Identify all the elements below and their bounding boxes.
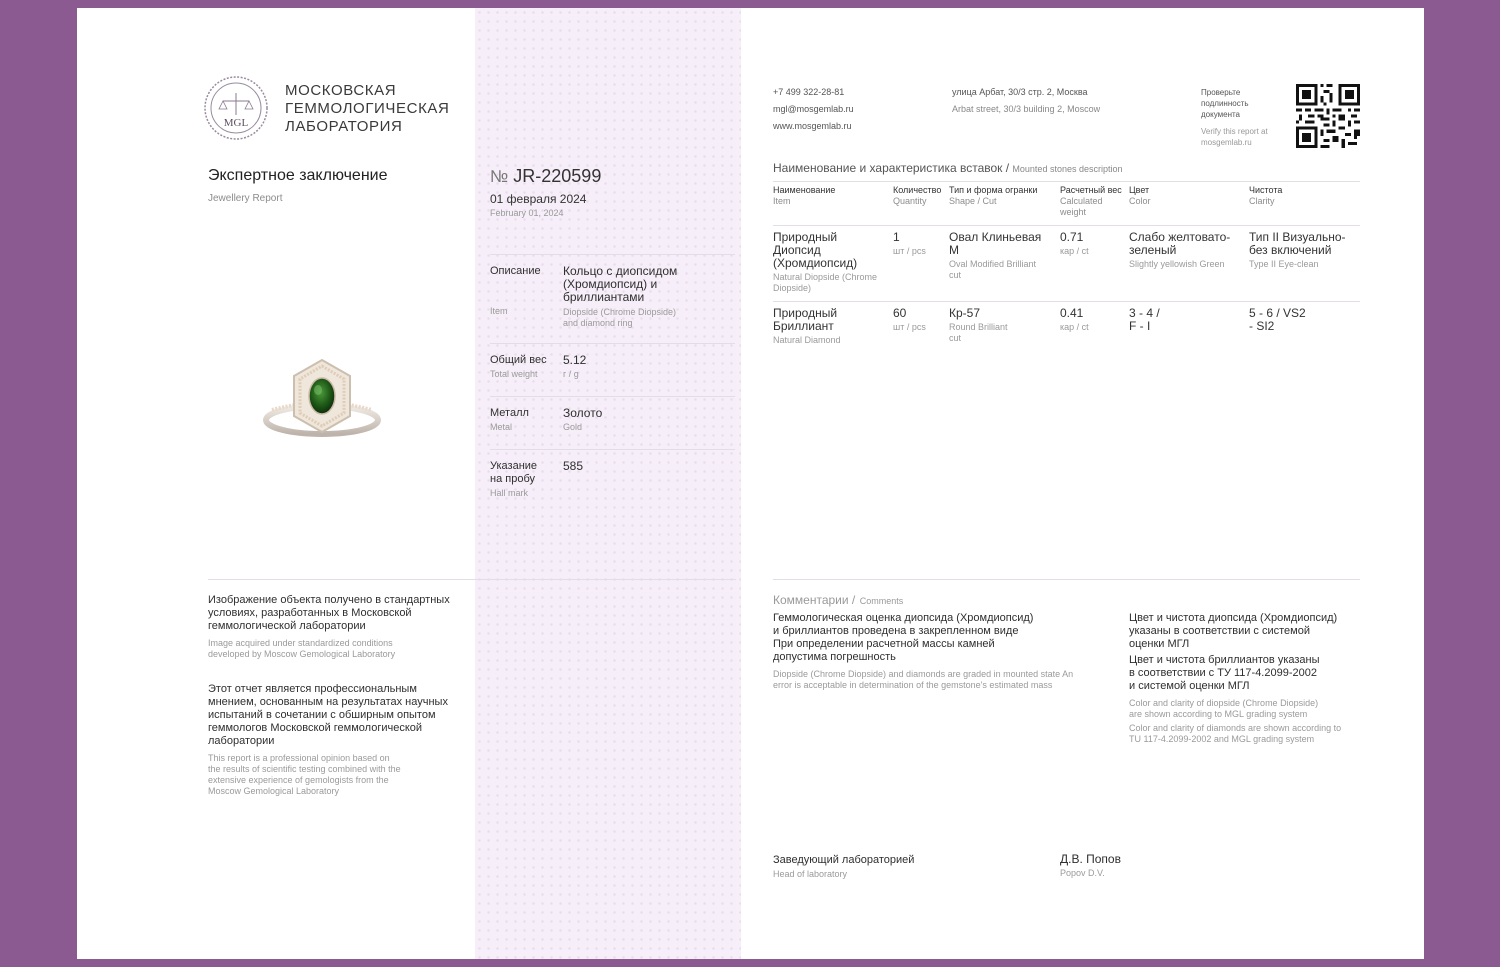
number-prefix: № [490, 167, 509, 186]
opinion-note [208, 683, 463, 797]
phone[interactable]: +7 499 322-28-81 [773, 87, 845, 97]
table-header-clarity [1249, 185, 1282, 207]
table-row-2-cut [949, 307, 1009, 344]
table-row-1-color [1129, 231, 1241, 270]
table-row-2-item [773, 307, 863, 346]
opinion-note-ru: Этот отчет является профессиональным мнением, основанным на результатах научных испытаний в сочетании с обширным опытом геммологов Московской геммологической лаборатории [208, 683, 448, 747]
address [952, 84, 1100, 118]
field-label-en: Hall mark [490, 488, 529, 498]
field-label: Указание на пробу [490, 460, 538, 485]
address-en: Arbat street, 30/3 building 2, Moscow [952, 104, 1101, 114]
cell-ru: Кр-57 [949, 306, 981, 320]
report-date-en: February 01, 2024 [490, 208, 564, 218]
header-en: Clarity [1249, 196, 1275, 206]
comment-right1-en: Color and clarity of diopside (Chrome Diopside) are shown according to MGL grading system [1129, 698, 1319, 719]
field-value-en: г / g [563, 369, 579, 379]
cell-en: Oval Modified Brilliant cut [949, 259, 1037, 280]
cell-unit: кар / ct [1060, 322, 1089, 332]
signature-role-en: Head of laboratory [773, 869, 848, 879]
comment-right1-ru: Цвет и чистота диопсида (Хромдиопсид) указаны в соответствии с системой оценки МГЛ [1129, 612, 1338, 650]
field-metal-value [563, 407, 602, 433]
field-hallmark-label [490, 460, 550, 499]
table-header-weight [1060, 185, 1126, 218]
cell-en: Slightly yellowish Green [1129, 259, 1225, 269]
stones-section-title [773, 161, 1123, 175]
cell-unit: шт / pcs [893, 322, 926, 332]
cell-en: Natural Diamond [773, 335, 841, 345]
divider [773, 225, 1360, 226]
header-ru: Количество [893, 185, 942, 195]
report-title: Экспертное заключение [208, 167, 388, 184]
field-hallmark-value [563, 460, 583, 473]
signature-role [773, 854, 914, 880]
field-label-en: Metal [490, 422, 513, 432]
divider [490, 449, 735, 450]
lab-name-line: ГЕММОЛОГИЧЕСКАЯ [285, 100, 450, 117]
cell-ru: 5 - 6 / VS2 - SI2 [1249, 306, 1306, 333]
address-ru: улица Арбат, 30/3 стр. 2, Москва [952, 87, 1088, 97]
field-value: Кольцо с диопсидом (Хромдиопсид) и бриллиантами [563, 264, 678, 304]
ring-photo [262, 348, 382, 448]
field-label-en: Item [490, 306, 508, 316]
header-en: Color [1129, 196, 1151, 206]
lab-name-line: МОСКОВСКАЯ [285, 82, 397, 99]
report-title-en: Jewellery Report [208, 193, 283, 204]
header-en: Calculated weight [1060, 196, 1103, 217]
verify-en: Verify this report at mosgemlab.ru [1201, 127, 1268, 147]
cell-unit: кар / ct [1060, 246, 1089, 256]
report-date: 01 февраля 2024 [490, 192, 587, 206]
field-label: Металл [490, 407, 529, 419]
table-row-1-cut [949, 231, 1049, 281]
field-value: 585 [563, 459, 584, 473]
header-ru: Наименование [773, 185, 836, 195]
mgl-seal-logo-icon [203, 75, 269, 141]
cell-ru: Слабо желтовато-зеленый [1129, 230, 1231, 257]
comments-title-en: Comments [859, 596, 904, 606]
field-label: Описание [490, 265, 541, 277]
cell-ru: 60 [893, 306, 907, 320]
image-note [208, 594, 458, 660]
field-item-value [563, 265, 693, 329]
report-number [490, 166, 601, 187]
comment-left-en: Diopside (Chrome Diopside) and diamonds are graded in mounted state An error is acceptable in determination of the gemstone's estimated mass [773, 669, 1074, 690]
comments-title-ru: Комментарии / [773, 593, 856, 607]
stones-title-ru: Наименование и характеристика вставок / [773, 161, 1010, 175]
verify-ru: Проверьте подлинность документа [1201, 88, 1249, 119]
table-row-2-qty [893, 307, 926, 333]
header-ru: Тип и форма огранки [949, 185, 1038, 195]
field-value: Золото [563, 406, 603, 420]
divider [773, 579, 1360, 580]
seal-text: MGL [223, 117, 249, 129]
divider [773, 181, 1360, 182]
report-page [77, 8, 1424, 959]
table-row-1-weight [1060, 231, 1089, 257]
header-en: Shape / Cut [949, 196, 997, 206]
signature-name-ru: Д.В. Попов [1060, 852, 1121, 866]
header-ru: Чистота [1249, 185, 1283, 195]
lab-name [285, 82, 449, 136]
image-note-ru: Изображение объекта получено в стандартных условиях, разработанных в Московской геммологической лаборатории [208, 594, 450, 632]
field-item-label [490, 265, 560, 317]
cell-ru: Природный Диопсид (Хромдиопсид) [773, 230, 858, 270]
stones-title-en: Mounted stones description [1012, 164, 1123, 174]
lab-name-line: ЛАБОРАТОРИЯ [285, 118, 403, 135]
number-value: JR-220599 [513, 166, 602, 186]
table-row-2-weight [1060, 307, 1089, 333]
comments-title [773, 591, 903, 609]
field-value-en: Gold [563, 422, 583, 432]
cell-ru: Тип II Визуально-без включений [1249, 230, 1346, 257]
cell-ru: 1 [893, 230, 900, 244]
field-weight-value [563, 354, 586, 380]
header-ru: Расчетный вес [1060, 185, 1122, 195]
table-row-1-item [773, 231, 878, 294]
opinion-note-en: This report is a professional opinion based on the results of scientific testing combined with the extensive experience of gemologists from the Moscow Gemological Laboratory [208, 753, 401, 796]
cell-ru: Овал Клиньевая М [949, 230, 1042, 257]
cell-unit: шт / pcs [893, 246, 926, 256]
table-header-cut [949, 185, 1037, 207]
comment-right2-en: Color and clarity of diamonds are shown according to TU 117-4.2099-2002 and MGL grading system [1129, 723, 1342, 744]
signature-name-en: Popov D.V. [1060, 868, 1105, 878]
header-ru: Цвет [1129, 185, 1150, 195]
cell-en: Round Brilliant cut [949, 322, 1008, 343]
signature-role-ru: Заведующий лабораторией [773, 854, 915, 866]
image-note-en: Image acquired under standardized conditions developed by Moscow Gemological Laboratory [208, 638, 396, 659]
comment-right [1129, 612, 1344, 745]
field-value-en: Diopside (Chrome Diopside) and diamond ring [563, 307, 677, 328]
comment-right2-ru: Цвет и чистота бриллиантов указаны в соответствии с ТУ 117-4.2099-2002 и системой оценки МГЛ [1129, 654, 1320, 692]
table-row-2-color [1129, 307, 1169, 333]
table-row-2-clarity [1249, 307, 1309, 333]
divider [773, 301, 1360, 302]
cell-ru: 0.41 [1060, 306, 1084, 320]
divider [208, 579, 736, 580]
field-label: Общий вес [490, 354, 547, 366]
email[interactable]: mgl@mosgemlab.ru [773, 104, 854, 114]
header-en: Quantity [893, 196, 927, 206]
table-header-quantity [893, 185, 941, 207]
cell-ru: 0.71 [1060, 230, 1084, 244]
cell-en: Type II Eye-clean [1249, 259, 1319, 269]
cell-ru: Природный Бриллиант [773, 306, 838, 333]
table-header-item [773, 185, 835, 207]
field-label-en: Total weight [490, 369, 538, 379]
divider [490, 254, 735, 255]
contacts [773, 84, 854, 135]
comment-left-ru: Геммологическая оценка диопсида (Хромдиопсид) и бриллиантов проведена в закрепленном виде При определении расчетной массы камней допустима погрешность [773, 612, 1034, 663]
table-header-color [1129, 185, 1151, 207]
cell-ru: 3 - 4 / F - I [1129, 306, 1160, 333]
table-row-1-qty [893, 231, 926, 257]
cell-en: Natural Diopside (Chrome Diopside) [773, 272, 878, 293]
field-weight-label [490, 354, 547, 380]
qr-code-icon[interactable] [1296, 84, 1360, 148]
field-value: 5.12 [563, 353, 587, 367]
signature-name [1060, 853, 1121, 879]
comment-left [773, 612, 1074, 691]
divider [490, 343, 735, 344]
divider [490, 396, 735, 397]
header-en: Item [773, 196, 791, 206]
field-metal-label [490, 407, 529, 433]
website[interactable]: www.mosgemlab.ru [773, 121, 852, 131]
table-row-1-clarity [1249, 231, 1357, 270]
